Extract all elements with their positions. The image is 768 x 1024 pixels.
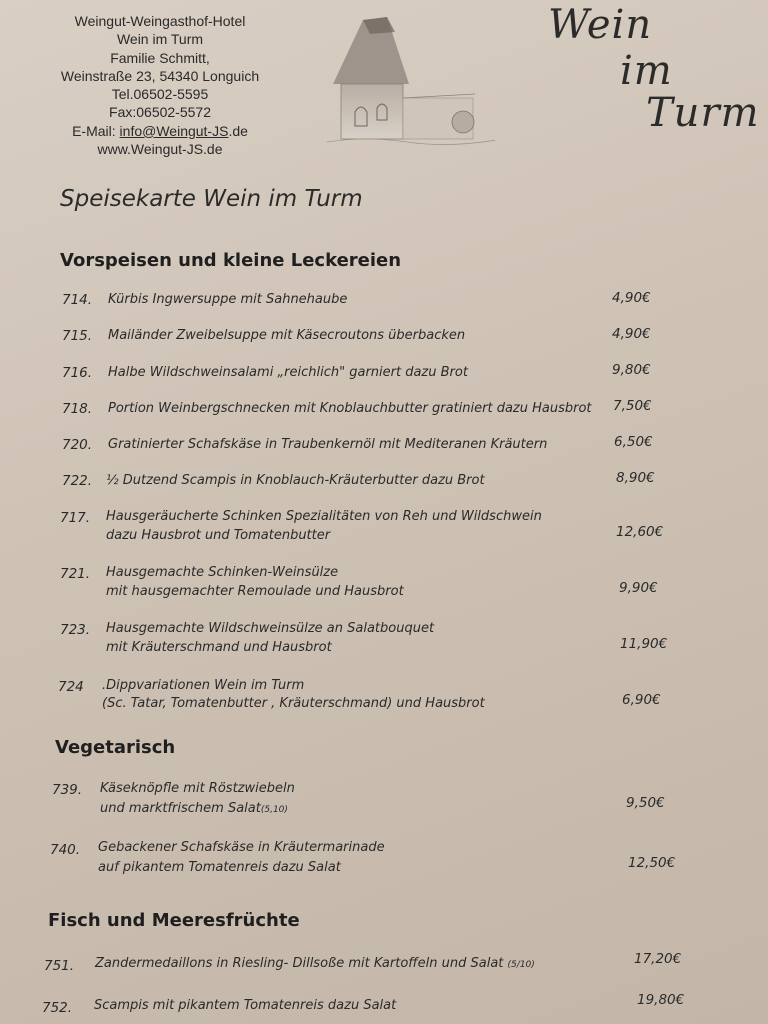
item-price: 6,90€ — [622, 692, 661, 708]
section-title-vegetarisch: Vegetarisch — [55, 737, 176, 758]
section-title-vorspeisen: Vorspeisen und kleine Leckereien — [60, 250, 402, 271]
item-description-line1: Hausgemachte Schinken-Weinsülze — [106, 565, 339, 580]
item-description: ½ Dutzend Scampis in Knoblauch-Kräuterbutter dazu Brot — [106, 473, 485, 488]
fax: Fax:06502-5572 — [109, 104, 211, 121]
item-price: 12,60€ — [616, 524, 664, 540]
item-number: 717. — [60, 510, 91, 526]
item-number: 718. — [62, 401, 93, 417]
item-number: 714. — [62, 292, 93, 308]
item-number: 722. — [62, 473, 93, 489]
item-description-line2: mit hausgemachter Remoulade und Hausbrot — [106, 584, 404, 599]
item-price: 9,90€ — [619, 580, 658, 596]
family-name: Familie Schmitt, — [110, 49, 210, 66]
item-description-line1: Hausgeräucherte Schinken Spezialitäten von Reh und Wildschwein — [106, 509, 542, 524]
page-title: Speisekarte Wein im Turm — [60, 186, 363, 212]
tower-illustration — [325, 12, 495, 147]
item-price: 4,90€ — [612, 326, 651, 342]
item-description-line1 — [95, 954, 535, 975]
item-price: 9,80€ — [612, 362, 651, 378]
item-description: Mailänder Zweibelsuppe mit Käsecroutons überbacken — [108, 328, 466, 343]
contact-block — [40, 12, 280, 158]
logo-word-turm: Turm — [646, 90, 760, 136]
item-price: 6,50€ — [614, 434, 653, 450]
address: Weinstraße 23, 54340 Longuich — [60, 67, 260, 84]
item-price: 7,50€ — [613, 398, 652, 414]
item-number: 752. — [42, 1000, 73, 1016]
item-description-line2: (Sc. Tatar, Tomatenbutter , Kräuterschmand) und Hausbrot — [102, 696, 485, 711]
business-name: Weingut-Weingasthof-Hotel — [74, 13, 246, 29]
item-price: 8,90€ — [616, 470, 655, 486]
website: www.Weingut-JS.de — [97, 141, 223, 158]
item-description: Portion Weinbergschnecken mit Knoblauchbutter gratiniert dazu Hausbrot — [108, 401, 592, 416]
item-description-line1: Hausgemachte Wildschweinsülze an Salatbouquet — [106, 621, 435, 636]
item-description-line1: Scampis mit pikantem Tomatenreis dazu Salat — [94, 998, 397, 1013]
item-description-line2: dazu Hausbrot und Tomatenbutter — [106, 528, 331, 543]
item-number: 724 — [58, 679, 84, 695]
item-description-line2: auf pikantem Tomatenreis dazu Salat — [98, 860, 341, 875]
item-description: Halbe Wildschweinsalami „reichlich" garniert dazu Brot — [108, 365, 468, 380]
section-title-fisch: Fisch und Meeresfrüchte — [48, 910, 300, 931]
item-price: 11,90€ — [620, 636, 668, 652]
item-description: Kürbis Ingwersuppe mit Sahnehaube — [108, 292, 348, 307]
email-suffix: .de — [228, 122, 248, 139]
item-description: Gratinierter Schafskäse in Traubenkernöl mit Mediteranen Kräutern — [108, 437, 548, 452]
item-description-line1: Gebackener Schafskäse in Kräutermarinade — [98, 840, 385, 855]
item-number: 720. — [62, 437, 93, 453]
item-price: 19,80€ — [637, 992, 685, 1008]
item-number: 723. — [60, 622, 91, 638]
item-price: 12,50€ — [628, 855, 676, 871]
item-price: 17,20€ — [634, 951, 682, 967]
item-description-line2: mit Kräuterschmand und Hausbrot — [106, 640, 332, 655]
item-description-line1: Käseknöpfle mit Röstzwiebeln — [100, 781, 295, 796]
item-number: 751. — [44, 958, 75, 974]
item-number: 716. — [62, 365, 93, 381]
email-line — [40, 122, 280, 140]
item-number: 715. — [62, 328, 93, 344]
item-description-line1: .Dippvariationen Wein im Turm — [102, 678, 305, 693]
item-text: und marktfrischem Salat — [100, 801, 261, 816]
logo-wein-im-turm — [540, 0, 760, 150]
logo-word-wein: Wein — [548, 2, 653, 48]
email-link[interactable]: info@Weingut-JS — [119, 122, 229, 139]
logo-word-im: im — [620, 48, 673, 94]
item-text: Zandermedaillons in Riesling- Dillsoße mit Kartoffeln und Salat — [95, 956, 504, 971]
allergen-codes: (5,10) — [260, 805, 288, 815]
restaurant-name: Wein im Turm — [116, 31, 204, 48]
phone: Tel.06502-5595 — [111, 86, 209, 103]
item-description-line2 — [100, 799, 288, 820]
allergen-codes: (5/10) — [507, 960, 535, 970]
item-number: 740. — [50, 842, 81, 858]
item-number: 721. — [60, 566, 91, 582]
item-price: 4,90€ — [612, 290, 651, 306]
item-price: 9,50€ — [626, 795, 665, 811]
item-number: 739. — [52, 782, 83, 798]
email-label: E-Mail: — [72, 122, 120, 139]
